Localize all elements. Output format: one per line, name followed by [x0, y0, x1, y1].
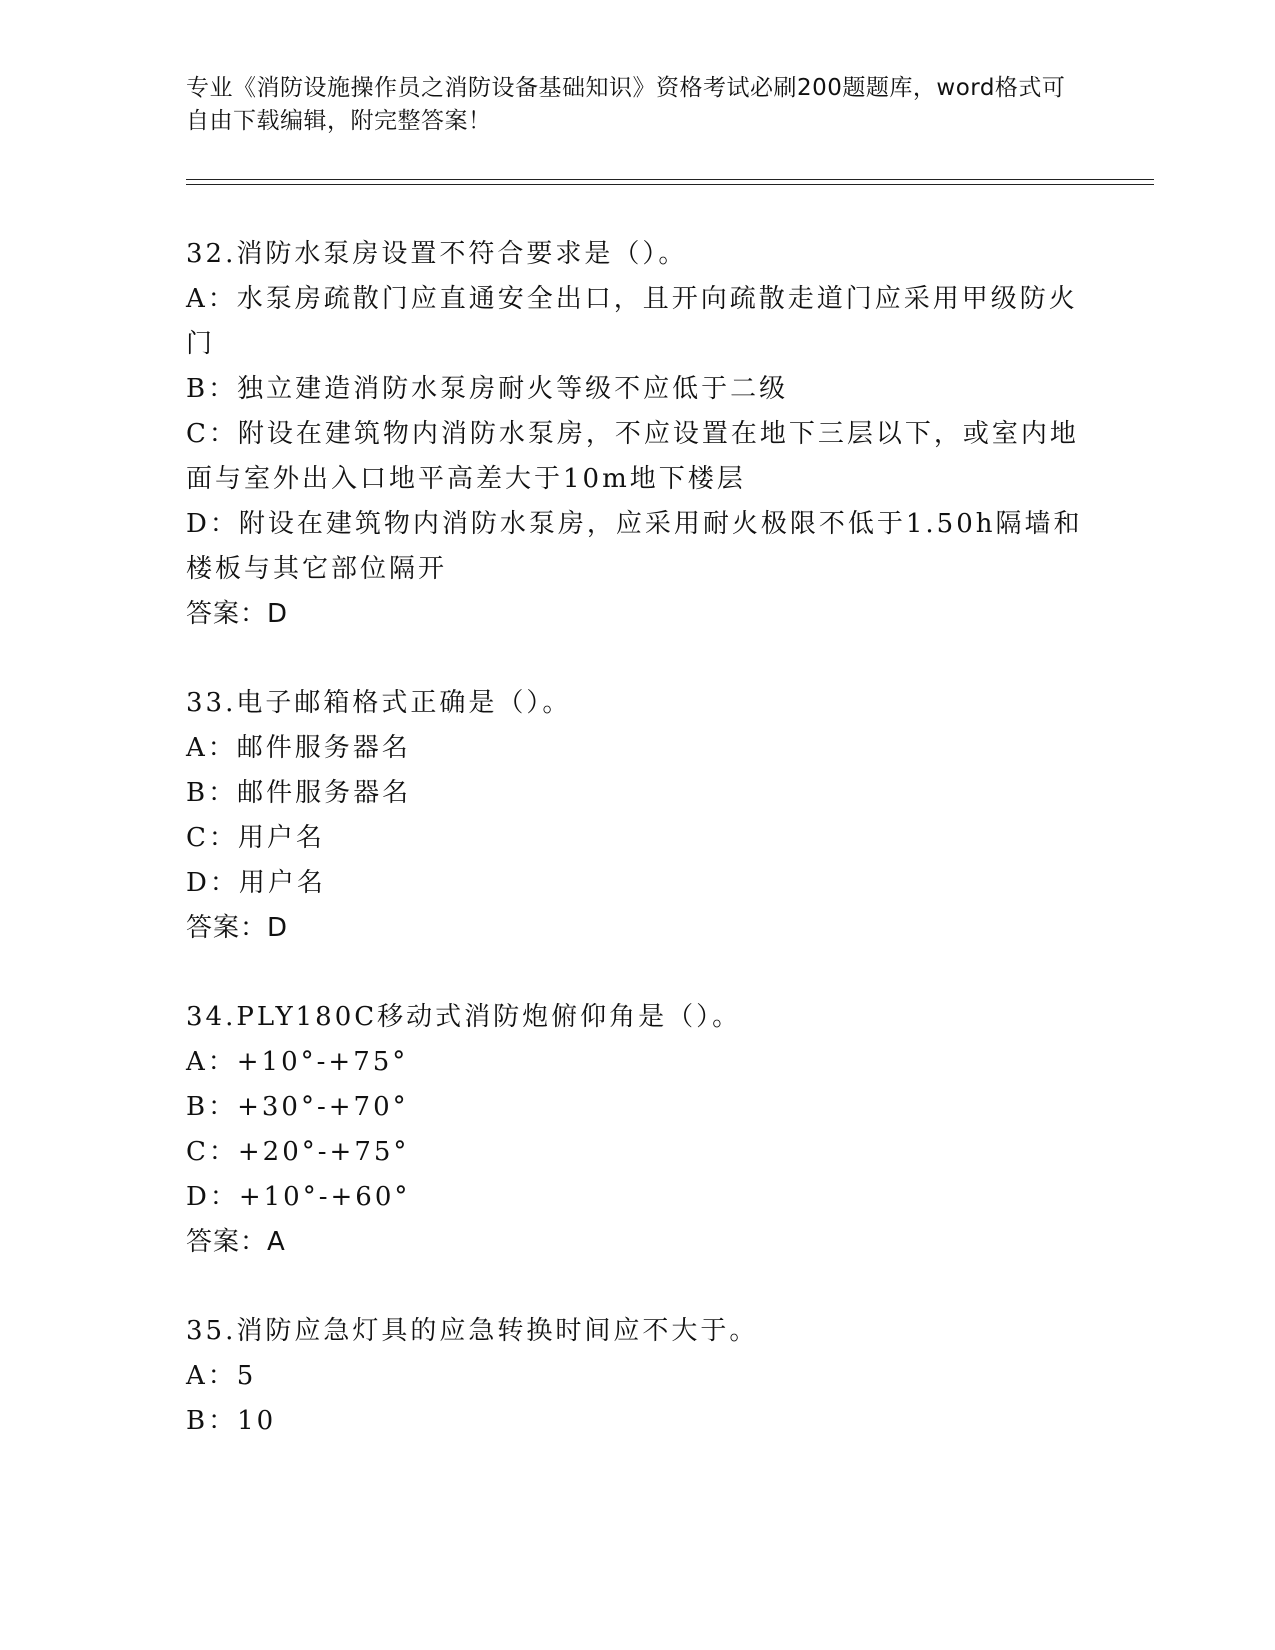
- option-d: D：+10°-+60°: [186, 1182, 411, 1212]
- question-stem: 32.消防水泵房设置不符合要求是（）。: [186, 239, 688, 269]
- answer-line: 答案：A: [186, 1227, 286, 1257]
- option-b: B：10: [186, 1406, 277, 1436]
- answer-line: 答案：D: [186, 599, 289, 629]
- question-list: [186, 232, 1086, 1488]
- option-a: A：邮件服务器名: [186, 733, 411, 763]
- option-c: C：+20°-+75°: [186, 1137, 410, 1167]
- option-a: A：+10°-+75°: [186, 1047, 409, 1077]
- question-33: [186, 681, 1086, 951]
- header-divider-bottom: [186, 184, 1154, 185]
- question-35: [186, 1309, 1086, 1444]
- question-stem: 35.消防应急灯具的应急转换时间应不大于。: [186, 1316, 759, 1346]
- option-d: D：附设在建筑物内消防水泵房，应采用耐火极限不低于1.50h隔墙和楼板与其它部位隔开: [186, 509, 1083, 584]
- question-stem: 33.电子邮箱格式正确是（）。: [186, 688, 572, 718]
- option-b: B：独立建造消防水泵房耐火等级不应低于二级: [186, 374, 789, 404]
- document-header: 专业《消防设施操作员之消防设备基础知识》资格考试必刷200题题库，word格式可自由下载编辑，附完整答案！: [186, 75, 1066, 134]
- question-34: [186, 995, 1086, 1265]
- answer-line: 答案：D: [186, 913, 289, 943]
- option-c: C：附设在建筑物内消防水泵房，不应设置在地下三层以下，或室内地面与室外出入口地平高差大于10m地下楼层: [186, 419, 1079, 494]
- header-divider-top: [186, 179, 1154, 180]
- option-a: A：5: [186, 1361, 257, 1391]
- option-a: A：水泵房疏散门应直通安全出口，且开向疏散走道门应采用甲级防火门: [186, 284, 1078, 359]
- question-32: [186, 232, 1086, 637]
- option-b: B：+30°-+70°: [186, 1092, 409, 1122]
- question-stem: 34.PLY180C移动式消防炮俯仰角是（）。: [186, 1002, 742, 1032]
- option-c: C：用户名: [186, 823, 325, 853]
- option-d: D：用户名: [186, 868, 326, 898]
- option-b: B：邮件服务器名: [186, 778, 412, 808]
